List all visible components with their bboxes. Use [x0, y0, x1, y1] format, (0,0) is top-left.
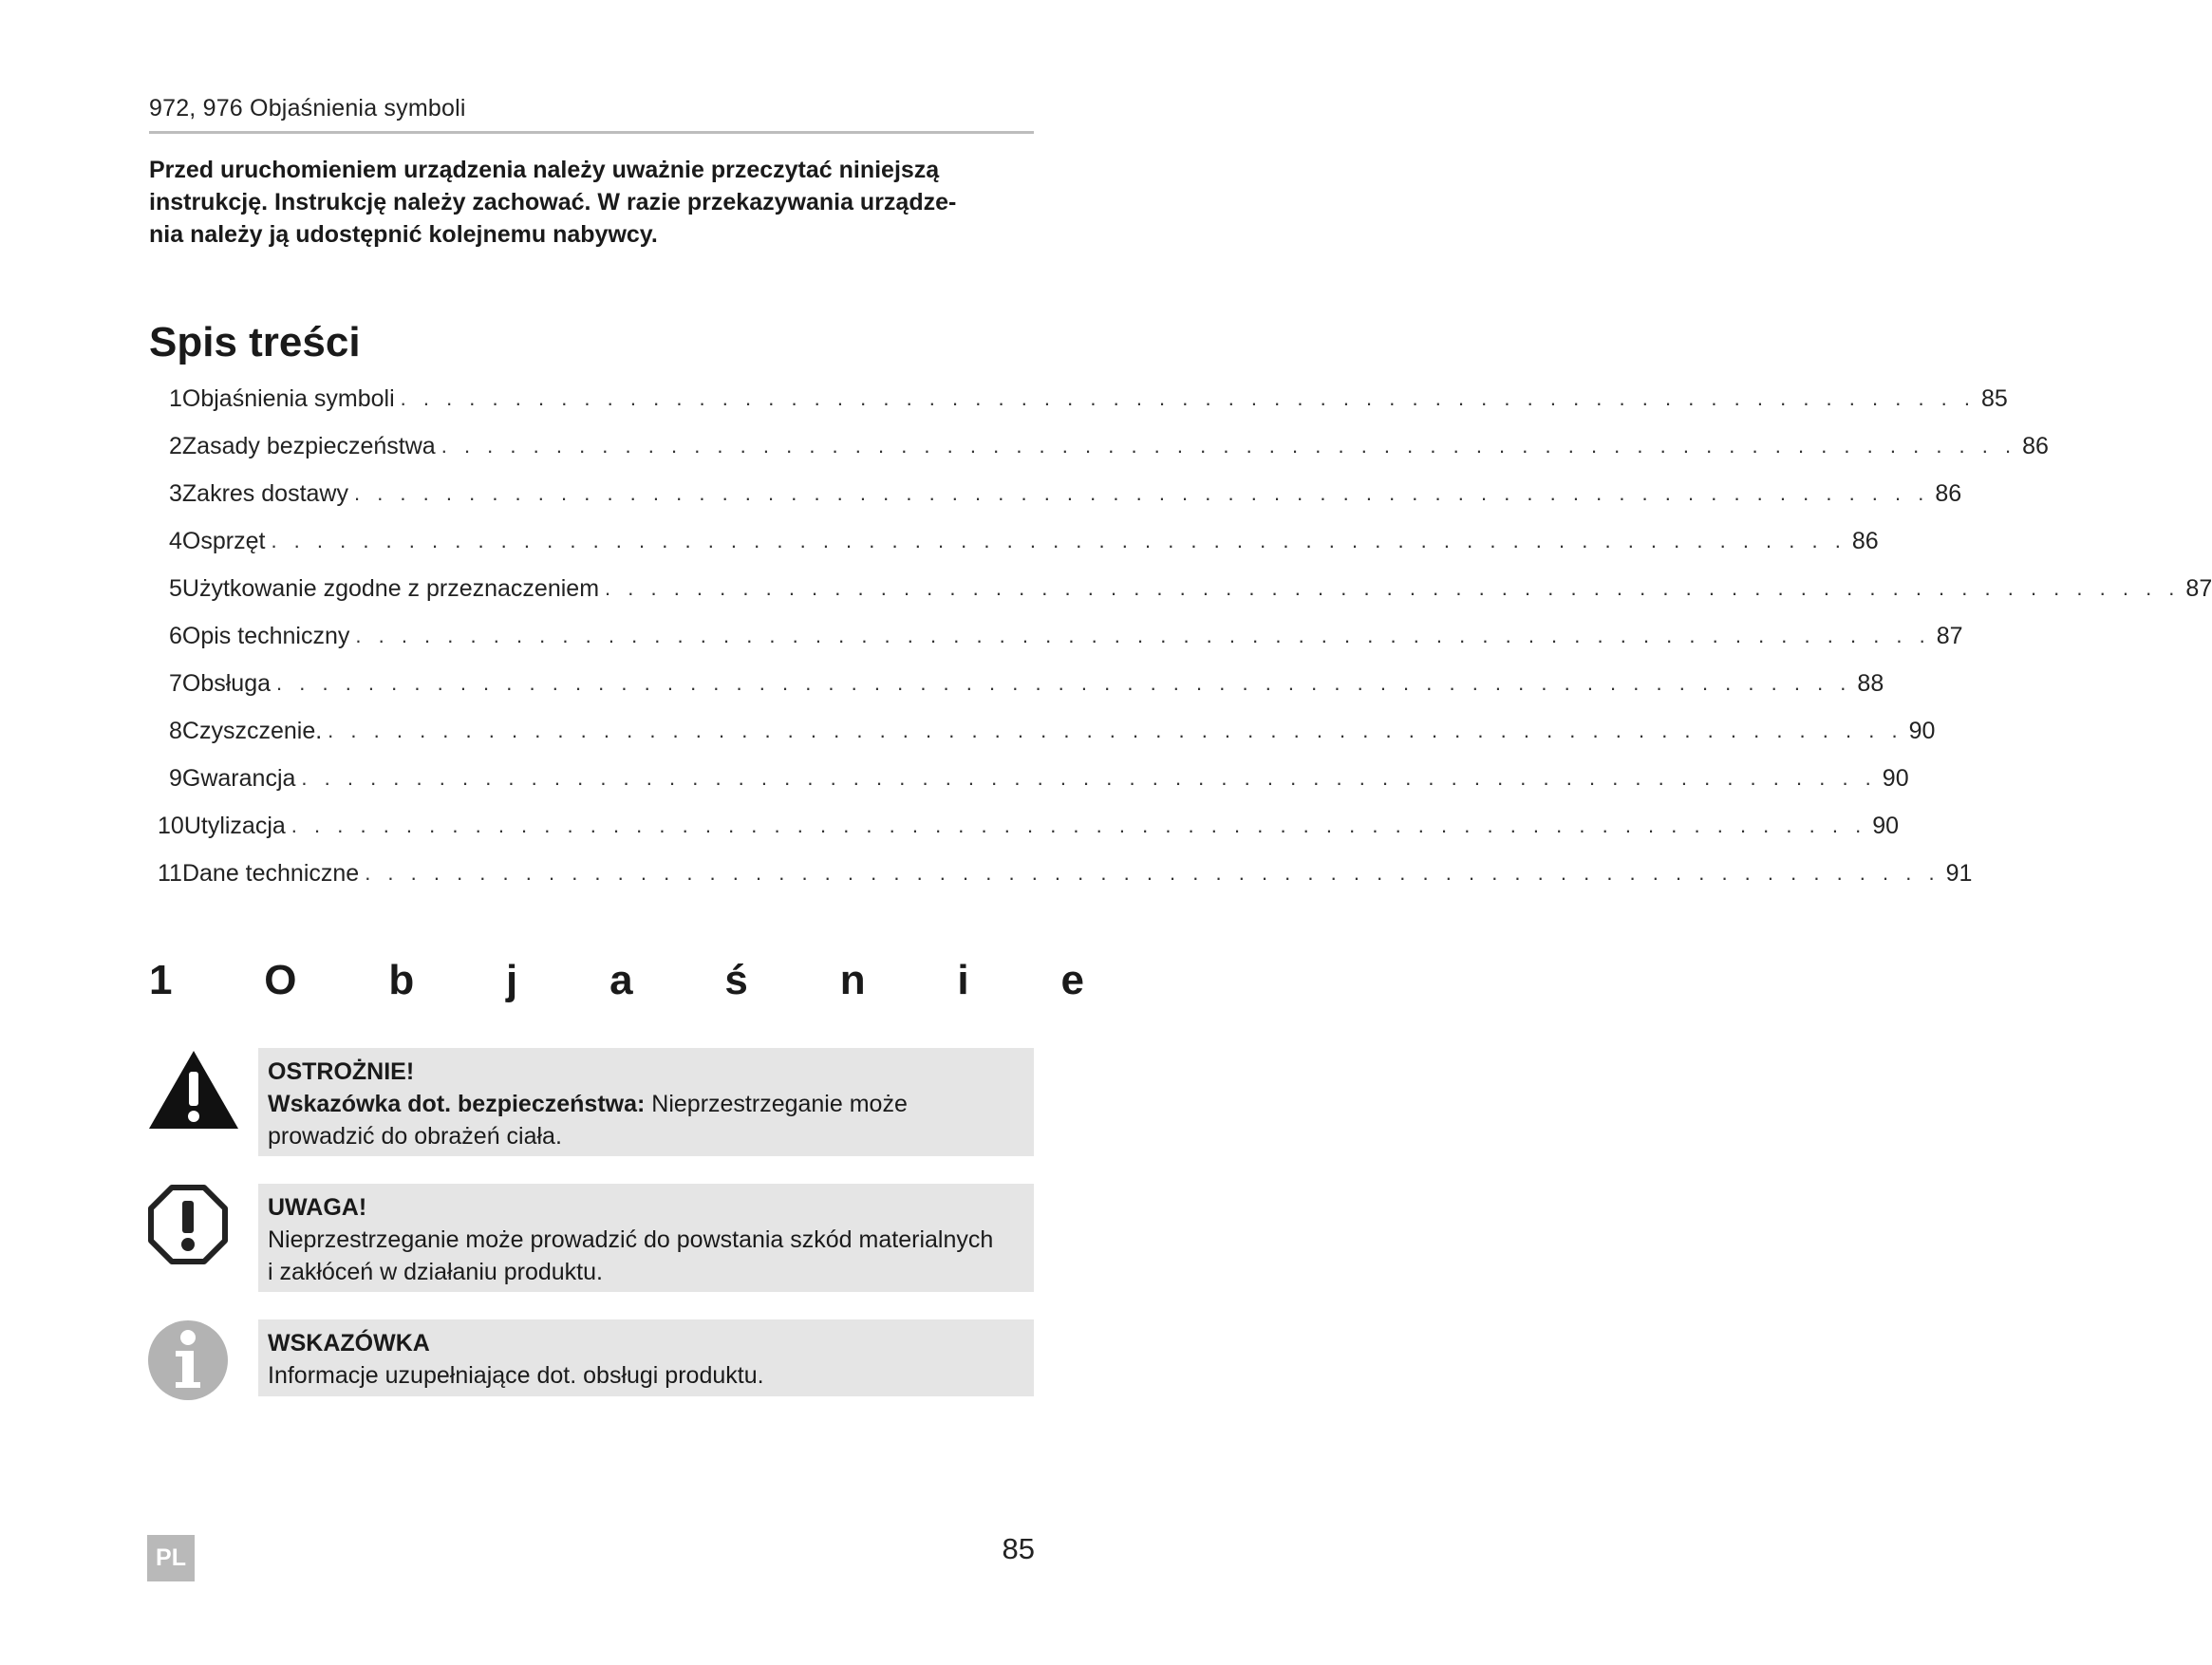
toc-entry-label: Czyszczenie.: [181, 717, 323, 744]
toc-entry-number: 1: [169, 384, 182, 412]
toc-entry-page: 90: [1882, 764, 1909, 792]
toc-leader: . . . . . . . . . . . . . . . . . . . . . . . . . . . . . . . . . . . . . . . . . . . . . . . . . . . . . . . . . . . . . . . . . . . . .: [301, 766, 1877, 790]
notice-body: [268, 1088, 1024, 1120]
octagon-exclamation-icon: [147, 1184, 229, 1265]
toc-entry-page: 87: [1936, 622, 1963, 649]
toc-entry[interactable]: [169, 712, 1936, 750]
toc-entry-number: 8: [169, 717, 182, 744]
toc-entry-page: 86: [1935, 479, 1962, 507]
toc-entry-number: 4: [169, 527, 182, 554]
toc-entry[interactable]: [169, 759, 1909, 797]
toc-entry-page: 88: [1857, 669, 1884, 697]
toc-title: Spis treści: [149, 319, 361, 365]
notice-text: prowadzić do obrażeń ciała.: [268, 1123, 562, 1150]
notice-text: i zakłóceń w działaniu produktu.: [268, 1259, 603, 1285]
caution-notice: [258, 1048, 1034, 1156]
notice-text: Nieprzestrzeganie może: [645, 1091, 908, 1117]
toc-entry-number: 7: [169, 669, 182, 697]
notice-title: UWAGA!: [268, 1194, 367, 1221]
toc-entry-number: 5: [169, 574, 182, 602]
notice-title: WSKAZÓWKA: [268, 1330, 430, 1356]
notice-text: Nieprzestrzeganie może prowadzić do powstania szkód materialnych: [268, 1226, 994, 1253]
info-icon: [147, 1319, 229, 1401]
toc-entry-number: 11: [158, 859, 182, 887]
toc-entry-number: 10: [158, 812, 184, 839]
toc-leader: . . . . . . . . . . . . . . . . . . . . . . . . . . . . . . . . . . . . . . . . . . . . . . . . . . . . . . . . . . . . . . . . . . . . .: [276, 671, 1852, 695]
toc-entry-label: Użytkowanie zgodne z przeznaczeniem: [181, 574, 600, 602]
toc-entry-page: 91: [1945, 859, 1973, 887]
intro-line: Przed uruchomieniem urządzenia należy uważnie przeczytać niniejszą: [149, 157, 940, 183]
toc-entry[interactable]: [169, 664, 1884, 702]
toc-entry-page: 87: [2185, 574, 2212, 602]
toc-entry[interactable]: [169, 475, 1962, 513]
heading-letter: 1: [149, 957, 173, 1003]
toc-leader: . . . . . . . . . . . . . . . . . . . . . . . . . . . . . . . . . . . . . . . . . . . . . . . . . . . . . . . . . . . . . . . . . . . . .: [605, 576, 2181, 600]
language-badge: PL: [147, 1535, 195, 1581]
heading-letter: a: [609, 957, 633, 1003]
toc-entry-label: Utylizacja: [183, 812, 286, 839]
page-number: 85: [1002, 1532, 1035, 1565]
toc-entry-number: 3: [169, 479, 182, 507]
section-heading: [149, 952, 1084, 1009]
intro-line: instrukcję. Instrukcję należy zachować. W razie przekazywania urządze-: [149, 189, 957, 215]
heading-letter: n: [839, 957, 866, 1003]
toc-leader: . . . . . . . . . . . . . . . . . . . . . . . . . . . . . . . . . . . . . . . . . . . . . . . . . . . . . . . . . . . . . . . . . . . . .: [441, 434, 2017, 458]
toc-leader: . . . . . . . . . . . . . . . . . . . . . . . . . . . . . . . . . . . . . . . . . . . . . . . . . . . . . . . . . . . . . . . . . . . . .: [355, 624, 1931, 647]
notice-lead: Wskazówka dot. bezpieczeństwa:: [268, 1091, 646, 1117]
toc-entry-number: 6: [169, 622, 182, 649]
heading-letter: j: [506, 957, 518, 1003]
toc-entry-label: Gwarancja: [181, 764, 296, 792]
note-notice: [258, 1319, 1034, 1396]
toc-entry-label: Zasady bezpieczeństwa: [181, 432, 436, 459]
toc-leader: . . . . . . . . . . . . . . . . . . . . . . . . . . . . . . . . . . . . . . . . . . . . . . . . . . . . . . . . . . . . . . . . . . . . .: [353, 481, 1930, 505]
toc-leader: . . . . . . . . . . . . . . . . . . . . . . . . . . . . . . . . . . . . . . . . . . . . . . . . . . . . . . . . . . . . . . . . . . . . .: [271, 529, 1846, 552]
header-rule: [149, 131, 1034, 134]
toc-entry-number: 2: [169, 432, 182, 459]
toc-entry-page: 90: [1908, 717, 1936, 744]
toc-entry[interactable]: [169, 522, 1879, 560]
toc-entry-label: Obsługa: [181, 669, 272, 697]
toc-entry[interactable]: [158, 854, 1973, 892]
toc-entry-page: 86: [1851, 527, 1879, 554]
heading-letter: e: [1060, 957, 1084, 1003]
toc-entry-page: 85: [1981, 384, 2008, 412]
warning-triangle-icon: [147, 1049, 240, 1131]
intro-paragraph: [149, 154, 1041, 251]
attention-notice: [258, 1184, 1034, 1292]
toc-entry-label: Osprzęt: [181, 527, 266, 554]
toc-entry[interactable]: [169, 380, 2008, 418]
running-header: 972, 976 Objaśnienia symboli: [149, 95, 466, 122]
toc-entry[interactable]: [158, 807, 1899, 845]
toc-entry-label: Dane techniczne: [181, 859, 360, 887]
toc-leader: . . . . . . . . . . . . . . . . . . . . . . . . . . . . . . . . . . . . . . . . . . . . . . . . . . . . . . . . . . . . . . . . . . . . .: [400, 386, 1977, 410]
heading-letter: O: [264, 957, 297, 1003]
heading-letter: i: [957, 957, 969, 1003]
notice-title: OSTROŻNIE!: [268, 1058, 415, 1085]
toc-entry-page: 90: [1872, 812, 1899, 839]
toc-leader: . . . . . . . . . . . . . . . . . . . . . . . . . . . . . . . . . . . . . . . . . . . . . . . . . . . . . . . . . . . . . . . . . . . . .: [328, 719, 1903, 742]
notice-text: Informacje uzupełniające dot. obsługi produktu.: [268, 1362, 764, 1389]
toc-entry-label: Objaśnienia symboli: [181, 384, 395, 412]
heading-letter: ś: [724, 957, 748, 1003]
toc-entry-page: 86: [2022, 432, 2049, 459]
toc-entry-number: 9: [169, 764, 182, 792]
toc-entry-label: Opis techniczny: [181, 622, 350, 649]
toc-entry[interactable]: [169, 570, 2212, 608]
toc-entry-label: Zakres dostawy: [181, 479, 348, 507]
toc-leader: . . . . . . . . . . . . . . . . . . . . . . . . . . . . . . . . . . . . . . . . . . . . . . . . . . . . . . . . . . . . . . . . . . . . .: [365, 861, 1940, 885]
intro-line: nia należy ją udostępnić kolejnemu nabywcy.: [149, 221, 658, 248]
toc-entry[interactable]: [169, 617, 1963, 655]
heading-letter: b: [388, 957, 415, 1003]
toc-entry[interactable]: [169, 427, 2049, 465]
toc-leader: . . . . . . . . . . . . . . . . . . . . . . . . . . . . . . . . . . . . . . . . . . . . . . . . . . . . . . . . . . . . . . . . . . . . .: [291, 814, 1867, 837]
